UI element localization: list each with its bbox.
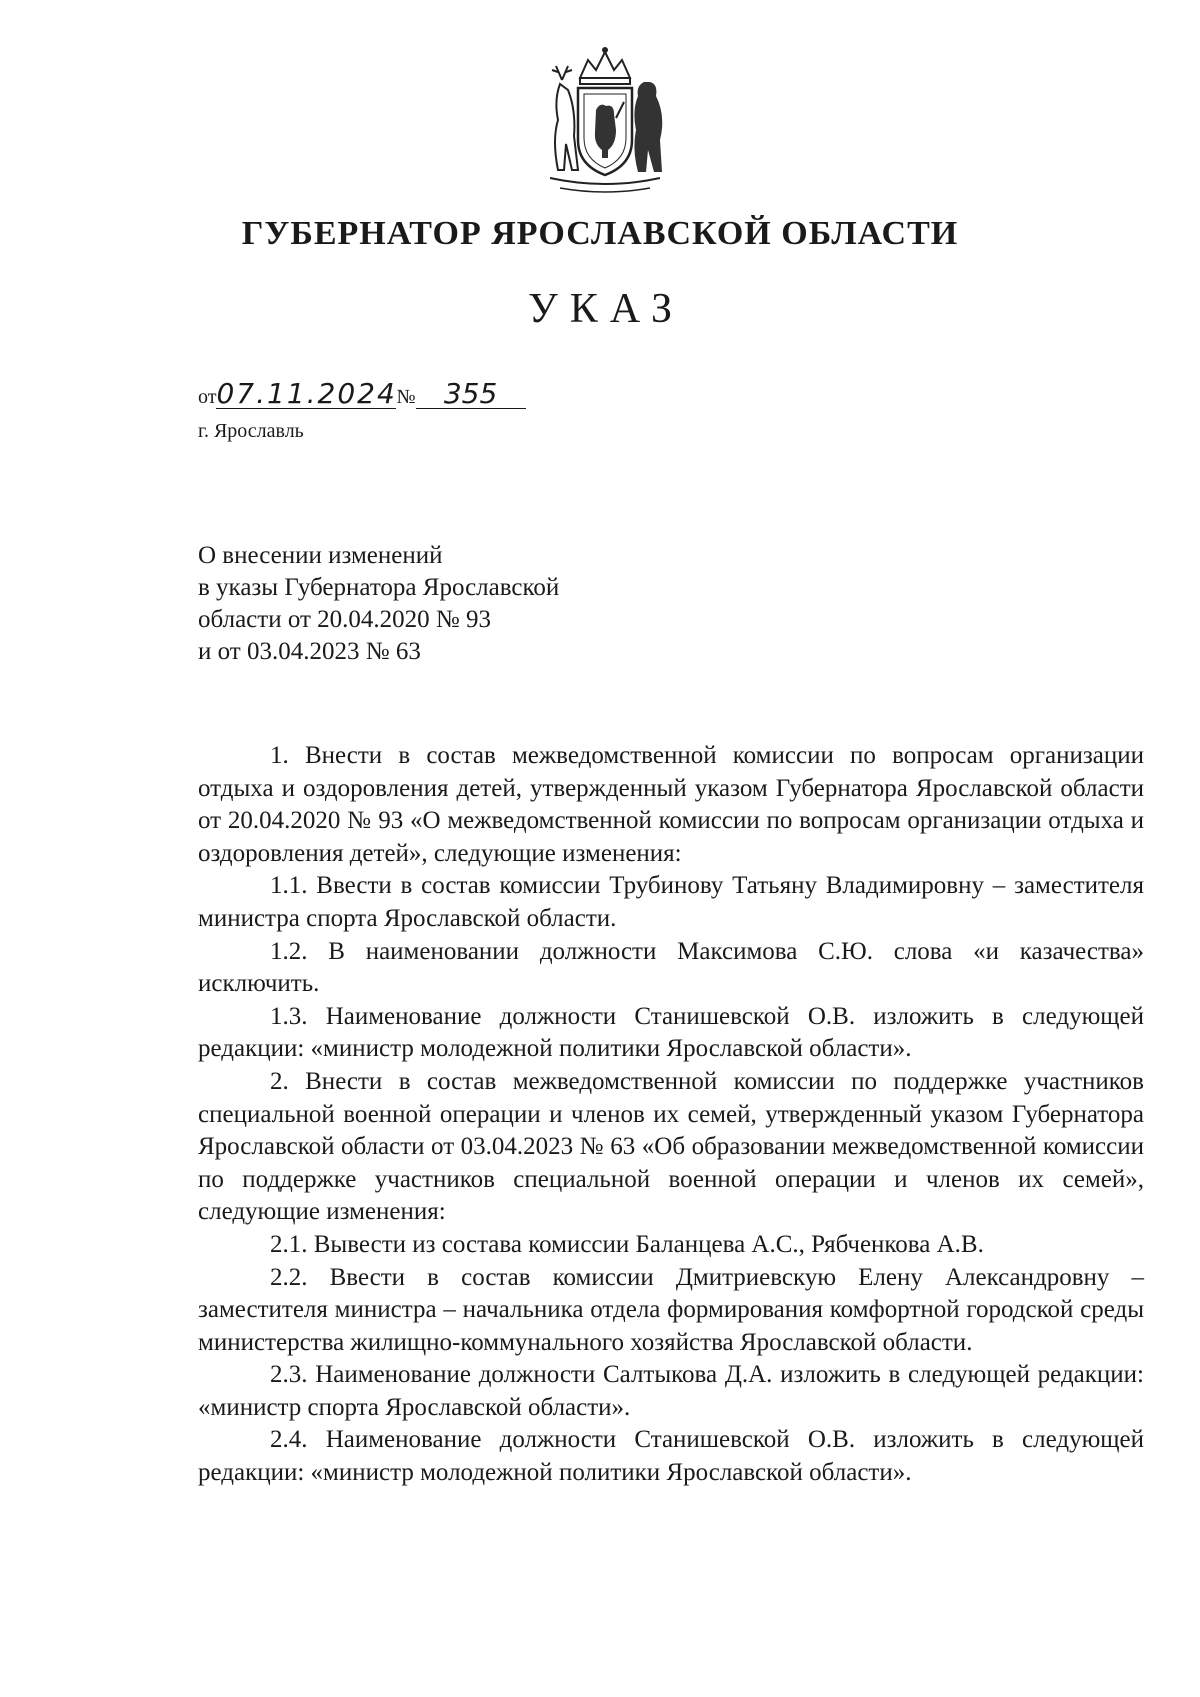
paragraph-1-1: 1.1. Ввести в состав комиссии Трубинову Татьяну Владимировну – заместителя министра спорта Ярославской области. <box>198 872 1144 932</box>
subject-line: в указы Губернатора Ярославской <box>198 574 560 601</box>
coat-of-arms-icon <box>540 40 670 200</box>
paragraph-2-4: 2.4. Наименование должности Станишевской О.В. изложить в следующей редакции: «министр молодежной политики Ярославской области». <box>198 1426 1144 1487</box>
paragraph-1: 1. Внести в состав межведомственной комиссии по вопросам организации отдыха и оздоровления детей, утвержденный указом Губернатора Ярославской области от 20.04.2020 № 93 «О межведомственной комиссии по вопросам организации отдыха и оздоровления детей», следующие изменения: <box>198 742 1144 867</box>
document-body <box>198 740 1144 1490</box>
city-label: г. Ярославль <box>198 420 304 442</box>
subject-line: области от 20.04.2020 № 93 <box>198 606 492 633</box>
paragraph-1-2: 1.2. В наименовании должности Максимова С.Ю. слова «и казачества» исключить. <box>198 937 1144 998</box>
paragraph-2-3: 2.3. Наименование должности Салтыкова Д.А. изложить в следующей редакции: «министр спорта Ярославской области». <box>198 1361 1144 1421</box>
date-number-line <box>198 377 526 410</box>
handwritten-number: 355 <box>416 380 526 409</box>
issuing-authority: ГУБЕРНАТОР ЯРОСЛАВСКОЙ ОБЛАСТИ <box>241 215 959 252</box>
date-prefix: от <box>198 386 217 408</box>
document-type-title: УКАЗ <box>527 286 685 332</box>
paragraph-1-3: 1.3. Наименование должности Станишевской О.В. изложить в следующей редакции: «министр молодежной политики Ярославской области». <box>198 1002 1144 1063</box>
subject-line: и от 03.04.2023 № 63 <box>198 638 421 665</box>
subject-line: О внесении изменений <box>198 542 443 569</box>
paragraph-2-1: 2.1. Вывести из состава комиссии Баланцева А.С., Рябченкова А.В. <box>270 1230 984 1258</box>
paragraph-2: 2. Внести в состав межведомственной комиссии по поддержке участников специальной военной операции и членов их семей, утвержденный указом Губернатора Ярославской области от 03.04.2023 № 63 «Об образовании межведомственной комиссии по поддержке участников специальной военной операции и членов их семей», следующие изменения: <box>198 1067 1144 1226</box>
subject-block <box>198 540 559 668</box>
number-prefix: № <box>396 386 416 408</box>
handwritten-date: 07.11.2024 <box>216 377 397 410</box>
paragraph-2-2: 2.2. Ввести в состав комиссии Дмитриевскую Елену Александровну – заместителя министра – начальника отдела формирования комфортной городской среды министерства жилищно-коммунального хозяйства Ярославской области. <box>198 1263 1144 1356</box>
